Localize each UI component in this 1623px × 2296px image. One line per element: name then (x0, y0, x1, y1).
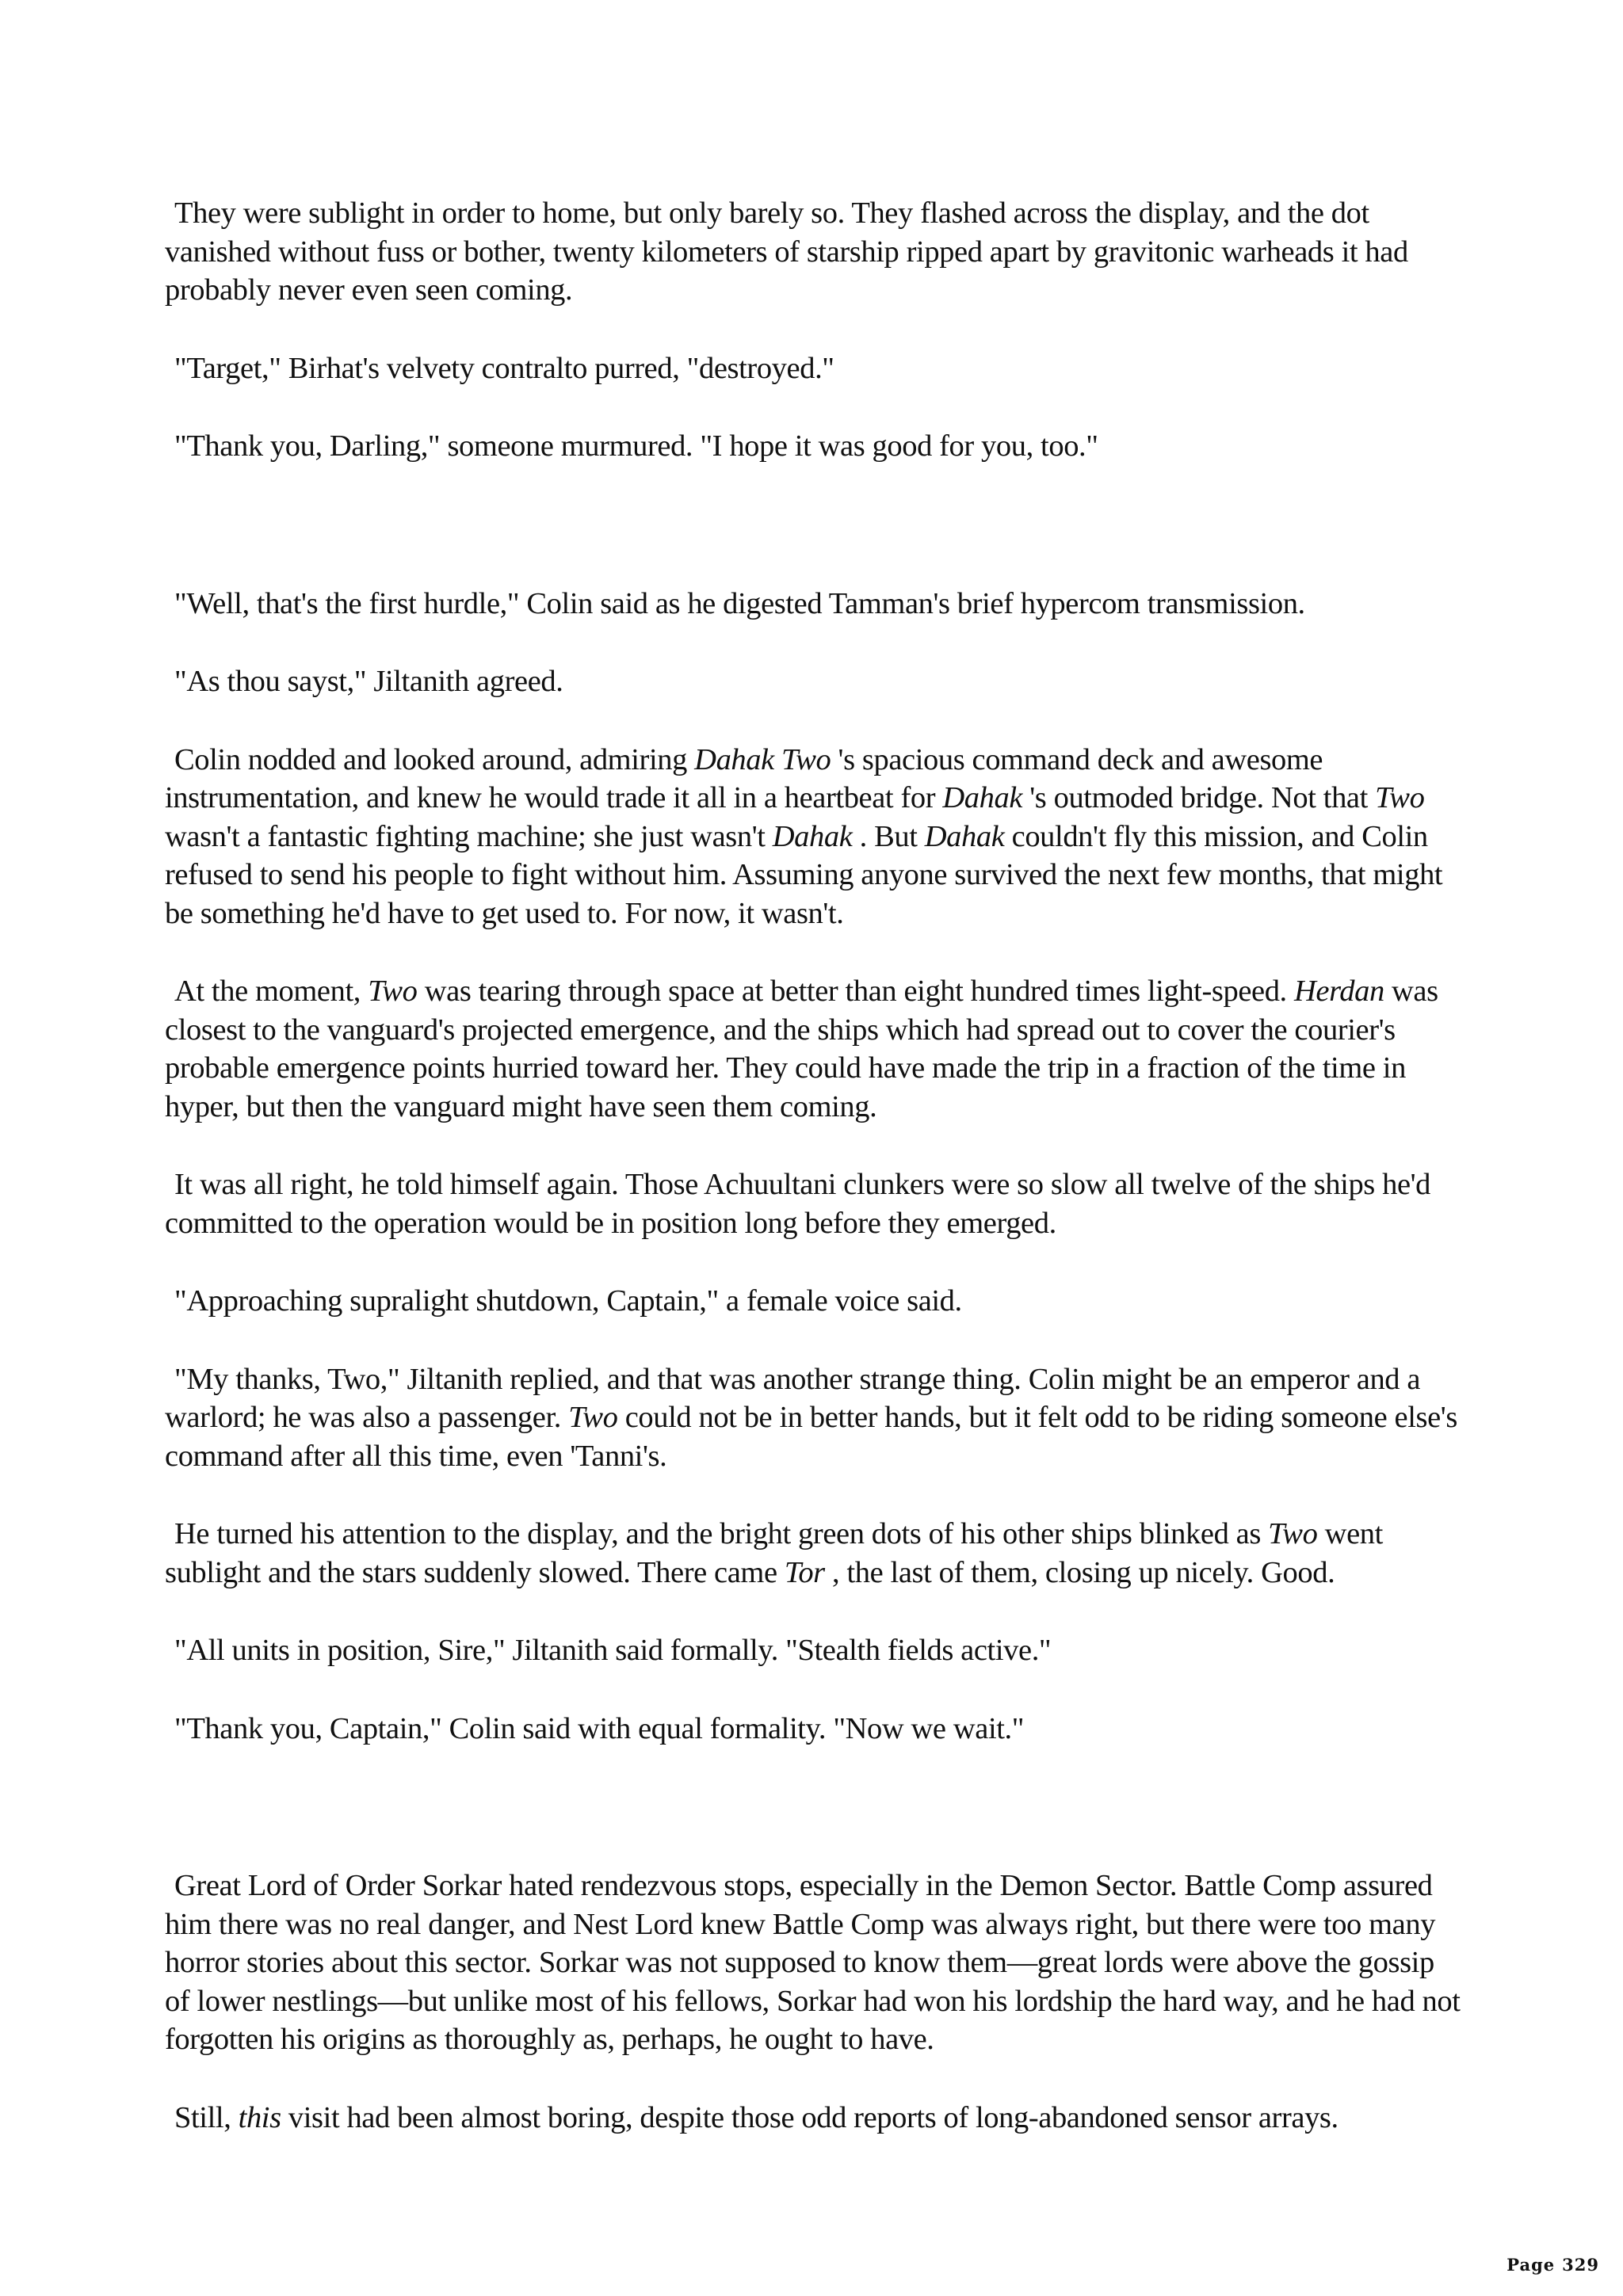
text-run: was tearing through space at better than eight hundred times light-speed. (417, 974, 1294, 1008)
text-run: Great Lord of Order Sorkar hated rendezvous stops, especially in the Demon Sector. Battle Comp assured him there was no real danger, and Nest Lord knew Battle Comp was always right, but there were too many horror stories about this sector. Sorkar was not supposed to know them—great lords were above the gossip of lower nestlings—but unlike most of his fellows, Sorkar had won his lordship the hard way, and he had not forgotten his origins as thoroughly as, perhaps, he ought to have. (165, 1869, 1461, 2056)
paragraph (165, 194, 1465, 310)
text-run: "Well, that's the first hurdle," Colin said as he digested Tamman's brief hypercom transmission. (174, 586, 1305, 620)
text-run: "Thank you, Darling," someone murmured. "I hope it was good for you, too." (174, 429, 1098, 463)
paragraph (165, 2099, 1465, 2138)
text-run: At the moment, (174, 974, 369, 1008)
text-run: "As thou sayst," Jiltanith agreed. (174, 665, 563, 698)
italic-text: Dahak Two (694, 742, 831, 776)
text-run: couldn't fly this mission, and Colin refused to send his people to fight without him. Assuming anyone survived the next few months, that might be something he'd have to get used to. For now, it wasn't. (165, 819, 1443, 930)
text-run: . But (852, 819, 925, 853)
text-run: They were sublight in order to home, but only barely so. They flashed across the display, and the dot vanished without fuss or bother, twenty kilometers of starship ripped apart by gravitonic warheads it had probably never even seen coming. (165, 196, 1408, 307)
text-run: "Approaching supralight shutdown, Captain," a female voice said. (174, 1284, 962, 1318)
paragraph (165, 1867, 1465, 2059)
text-run: "Thank you, Captain," Colin said with equal formality. "Now we wait." (174, 1711, 1025, 1745)
paragraph (165, 1631, 1465, 1670)
paragraph (165, 662, 1465, 701)
page-text (165, 194, 1465, 2176)
text-run: could not be in better hands, but it felt odd to be riding someone else's command after all this time, even 'Tanni's. (165, 1401, 1457, 1473)
text-run: He turned his attention to the display, and the bright green dots of his other ships blinked as (174, 1517, 1269, 1550)
paragraph (165, 585, 1465, 624)
text-run: "All units in position, Sire," Jiltanith said formally. "Stealth fields active." (174, 1634, 1052, 1667)
paragraph (165, 1282, 1465, 1321)
paragraph (165, 427, 1465, 466)
text-run: wasn't a fantastic fighting machine; she just wasn't (165, 819, 773, 853)
text-run: Colin nodded and looked around, admiring (174, 742, 695, 776)
paragraph (165, 349, 1465, 388)
text-run: , the last of them, closing up nicely. Good. (824, 1555, 1335, 1589)
page-number (1507, 2255, 1599, 2275)
text-run: 's spacious command deck and awesome instrumentation, and knew he would trade it all in a heartbeat for (165, 742, 1323, 814)
page-label: Page (1507, 2255, 1556, 2275)
text-run: was closest to the vanguard's projected emergence, and the ships which had spread out to cover the courier's probable emergence points hurried toward her. They could have made the trip in a fraction of the time in hyper, but then the vanguard might have seen them coming. (165, 974, 1438, 1123)
paragraph (165, 1515, 1465, 1592)
italic-text: Two (1375, 781, 1425, 814)
italic-text: Dahak (924, 819, 1005, 853)
text-run: "Target," Birhat's velvety contralto purred, "destroyed." (174, 351, 834, 385)
text-run: It was all right, he told himself again. Those Achuultani clunkers were so slow all twelve of the ships he'd committed to the operation would be in position long before they emerged. (165, 1168, 1431, 1240)
italic-text: Dahak (942, 781, 1023, 814)
italic-text: Two (368, 974, 418, 1008)
paragraph (165, 1360, 1465, 1476)
italic-text: Tor (784, 1555, 825, 1589)
italic-text: Herdan (1294, 974, 1384, 1008)
italic-text: Two (1268, 1517, 1318, 1550)
text-run: visit had been almost boring, despite those odd reports of long-abandoned sensor arrays. (281, 2100, 1338, 2134)
text-run: "My thanks, Two," Jiltanith replied, and that was another strange thing. Colin might be an emperor and a warlord; he was also a passenger. (165, 1362, 1421, 1434)
paragraph (165, 1710, 1465, 1749)
paragraph (165, 972, 1465, 1126)
paragraph (165, 741, 1465, 933)
text-run: 's outmoded bridge. Not that (1022, 781, 1376, 814)
text-run: Still, (174, 2100, 239, 2134)
italic-text: Dahak (772, 819, 853, 853)
page-number-value: 329 (1562, 2255, 1599, 2275)
italic-text: this (238, 2100, 281, 2134)
text-run: went sublight and the stars suddenly slowed. There came (165, 1517, 1383, 1589)
italic-text: Two (568, 1401, 618, 1434)
paragraph (165, 1165, 1465, 1242)
